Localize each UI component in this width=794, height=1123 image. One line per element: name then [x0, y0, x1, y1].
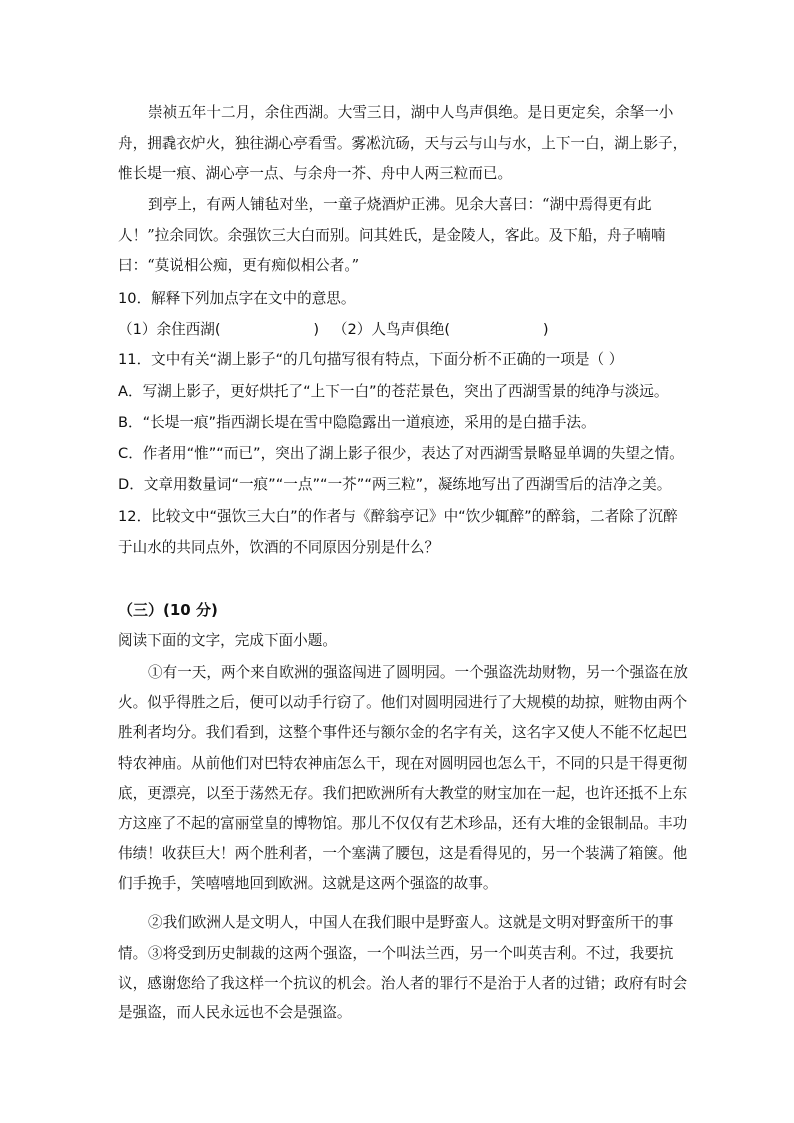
q10-items: （1）余住西湖( ) （2）人鸟声俱绝( )	[118, 321, 549, 338]
q11-option-d: D．文章用数量词“一痕”“一点”“一芥”“两三粒”，凝练地写出了西湖雪后的洁净之美。	[118, 476, 672, 493]
section3-para2: ②我们欧洲人是文明人，中国人在我们眼中是野蛮人。这就是文明对野蛮所干的事情。	[118, 914, 674, 962]
q11-stem: 11．文中有关“湖上影子“的几句描写很有特点，下面分析不正确的一项是（ ）	[118, 351, 624, 368]
section3-title: （三）(10 分)	[118, 601, 218, 619]
passage1-para2: 到亭上，有两人铺毡对坐，一童子烧酒炉正沸。见余大喜曰：“湖中焉得更有此人！”拉余同饮。余强饮三大白而别。问其姓氏，是金陵人，客此。及下船，舟子喃喃曰：“莫说相公痴，更有痴似相公者。”	[118, 196, 666, 274]
section3-para1: ①有一天，两个来自欧洲的强盗闯进了圆明园。一个强盗洗劫财物，另一个强盗在放火。似乎得胜之后，便可以动手行窃了。他们对圆明园进行了大规模的劫掠，赃物由两个胜利者均分。我们看到，这整个事件还与额尔金的名字有关，这名字又使人不能不忆起巴特农神庙。从前他们对巴特农神庙怎么干，现在对圆明园也怎么干，不同的只是干得更彻底，更漂亮，以至于荡然无存。我们把欧洲所有大教堂的财宝加在一起，也许还抵不上东方这座了不起的富丽堂皇的博物馆。那儿不仅仅有艺术珍品，还有大堆的金银制品。丰功伟绩！收获巨大！两个胜利者，一个塞满了腰包，这是看得见的，另一个装满了箱箧。他们手挽手，笑嘻嘻地回到欧洲。这就是这两个强盗的故事。	[118, 664, 688, 893]
q11-option-b: B．“长堤一痕”指西湖长堤在雪中隐隐露出一道痕迹，采用的是白描手法。	[118, 414, 596, 431]
q12-stem: 12．比较文中“强饮三大白”的作者与《醉翁亭记》中“饮少辄醉”的醉翁，二者除了沉醉于山水的共同点外，饮酒的不同原因分别是什么？	[118, 508, 678, 556]
q11-option-a: A．写湖上影子，更好烘托了“上下一白”的苍茫景色，突出了西湖雪景的纯净与淡远。	[118, 383, 669, 400]
section3-para3: ③将受到历史制裁的这两个强盗，一个叫法兰西，另一个叫英吉利。不过，我要抗议，感谢您给了我这样一个抗议的机会。治人者的罪行不是治于人者的过错；政府有时会是强盗，而人民永远也不会是强盗。	[118, 945, 688, 1021]
section3-instruction: 阅读下面的文字，完成下面小题。	[118, 632, 337, 649]
q11-option-c: C．作者用“惟”“而已”，突出了湖上影子很少，表达了对西湖雪景略显单调的失望之情。	[118, 445, 684, 462]
q10-stem: 10．解释下列加点字在文中的意思。	[118, 290, 356, 307]
passage1-para1: 崇祯五年十二月，余住西湖。大雪三日，湖中人鸟声俱绝。是日更定矣，余拏一小舟，拥毳衣炉火，独往湖心亭看雪。雾凇沆砀，天与云与山与水，上下一白，湖上影子，惟长堤一痕、湖心亭一点、与余舟一芥、舟中人两三粒而已。	[118, 104, 688, 182]
